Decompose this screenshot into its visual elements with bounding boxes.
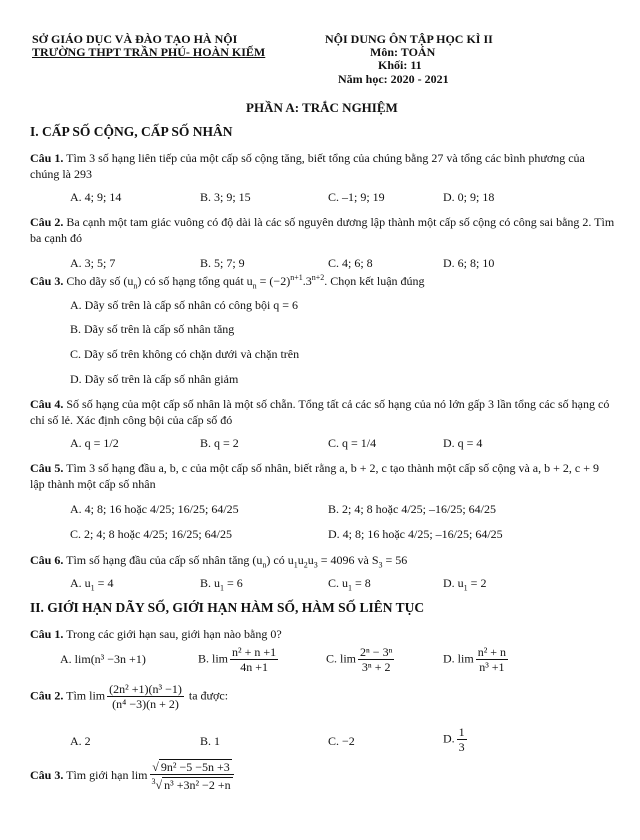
opt-label: B. u xyxy=(200,576,221,590)
fraction xyxy=(107,682,184,711)
option-c: C. 4; 6; 8 xyxy=(328,256,373,270)
option-d: D. q = 4 xyxy=(443,436,483,450)
option-b: B. 5; 7; 9 xyxy=(200,256,245,270)
question-4 xyxy=(30,396,616,428)
question-label: Câu 2. xyxy=(30,215,64,229)
option-a: A. Dãy số trên là cấp số nhân có công bội q = 6 xyxy=(70,298,299,312)
numerator: n² + n +1 xyxy=(232,645,277,659)
opt-label: A. xyxy=(60,652,72,666)
question-text: Tìm 3 số hạng liên tiếp của một cấp số cộng tăng, biết tổng của chúng bằng 27 và tổng các bình phương của chúng là 293 xyxy=(30,151,585,181)
option-b xyxy=(198,645,280,674)
opt-val: = 8 xyxy=(352,576,371,590)
q6-text-b: ) có u xyxy=(266,553,294,567)
question-label: Câu 1. xyxy=(30,151,64,165)
question-text: Trong các giới hạn sau, giới hạn nào bằng 0? xyxy=(66,627,282,641)
question-label: Câu 2. xyxy=(30,688,64,703)
lim-word: lim xyxy=(131,767,148,782)
lim-word: lim xyxy=(89,688,106,703)
option-d: D. 4; 8; 16 hoặc 4/25; –16/25; 64/25 xyxy=(328,527,503,541)
option-d: D. 0; 9; 18 xyxy=(443,190,495,204)
q3-sub: n xyxy=(252,281,257,291)
opt-label: B. xyxy=(198,651,210,666)
s2-question-1 xyxy=(30,626,616,642)
opt-sub: 1 xyxy=(90,583,95,593)
s2-question-3 xyxy=(30,760,237,792)
q6-text-e: = 4096 và S xyxy=(317,553,379,567)
q3-text-c: = (−2) xyxy=(256,274,291,288)
opt-sub: 1 xyxy=(220,583,225,593)
denominator: (n⁴ −3)(n + 2) xyxy=(112,697,179,711)
q6-sub: n xyxy=(262,560,267,570)
fraction xyxy=(457,725,467,754)
q3-sup: n+1 xyxy=(290,273,303,282)
option-d xyxy=(443,725,469,754)
q6-text-c: u xyxy=(297,553,304,567)
numerator: 2ⁿ − 3ⁿ xyxy=(360,645,393,659)
question-label: Câu 5. xyxy=(30,461,64,475)
fraction xyxy=(476,645,508,674)
opt-label: D. xyxy=(443,651,455,666)
denominator: n³ +1 xyxy=(479,660,505,674)
lim-word: lim xyxy=(457,651,474,666)
numerator: n² + n xyxy=(477,645,507,659)
q6-text-a: Tìm số hạng đầu của cấp số nhân tăng (u xyxy=(66,553,263,567)
q3-text: Tìm giới hạn xyxy=(66,767,129,782)
option-b: B. 3; 9; 15 xyxy=(200,190,251,204)
lim-word: lim xyxy=(340,651,357,666)
s2-question-2 xyxy=(30,682,228,711)
denominator: 4n +1 xyxy=(240,660,268,674)
question-text: Số số hạng của một cấp số nhân là một số chẵn. Tổng tất cả các số hạng của nó lớn gấp 3 lần tổng các số hạng có chỉ số lẻ. Xác định công bội của cấp số đó xyxy=(30,397,610,427)
numerator: √ 9n² −5 −5n +3 xyxy=(150,760,234,775)
q3-text-a: Cho dãy số (u xyxy=(66,274,134,288)
question-2 xyxy=(30,214,616,246)
denominator: 3 xyxy=(458,740,465,754)
question-3 xyxy=(30,270,616,294)
header-year: Năm học: 2020 - 2021 xyxy=(338,72,449,86)
lim-word: lim xyxy=(212,651,229,666)
q2-text-a: Tìm xyxy=(66,688,87,703)
denominator: 3ⁿ + 2 xyxy=(361,660,391,674)
option-c xyxy=(326,645,396,674)
question-1 xyxy=(30,150,616,182)
header-school: TRƯỜNG THPT TRẦN PHÚ- HOÀN KIẾM xyxy=(32,45,266,59)
opt-sub: 1 xyxy=(463,583,468,593)
option-a: A. 4; 9; 14 xyxy=(70,190,122,204)
option-b: B. 2; 4; 8 hoặc 4/25; –16/25; 64/25 xyxy=(328,502,496,516)
fraction xyxy=(150,760,235,792)
numerator: (2n² +1)(n³ −1) xyxy=(109,682,182,696)
sqrt-expr: 9n² −5 −5n +3 xyxy=(160,760,230,774)
cbrt-expr: n³ +3n² −2 +n xyxy=(164,778,231,792)
opt-expr: (n³ −3n +1) xyxy=(90,652,146,666)
option-c: C. –1; 9; 19 xyxy=(328,190,385,204)
option-b: B. q = 2 xyxy=(200,436,239,450)
opt-label: C. xyxy=(326,651,338,666)
question-label: Câu 6. xyxy=(30,553,64,567)
lim-word: lim xyxy=(74,652,91,666)
opt-sub: 1 xyxy=(348,583,353,593)
q3-sup: n+2 xyxy=(311,273,325,282)
question-label: Câu 3. xyxy=(30,274,64,288)
header-grade: Khối: 11 xyxy=(378,58,422,72)
q2-text-b: ta được: xyxy=(188,688,229,703)
q3-text-e: . Chọn kết luận đúng xyxy=(324,274,425,288)
option-d xyxy=(443,645,510,674)
option-a: A. q = 1/2 xyxy=(70,436,119,450)
q3-text-d: .3 xyxy=(302,274,312,288)
section1-title: I. CẤP SỐ CỘNG, CẤP SỐ NHÂN xyxy=(30,124,233,139)
numerator: 1 xyxy=(458,725,465,739)
header-dept: SỞ GIÁO DỤC VÀ ĐÀO TẠO HÀ NỘI xyxy=(32,32,238,46)
q6-sub: 3 xyxy=(313,560,318,570)
section2-title: II. GIỚI HẠN DÃY SỐ, GIỚI HẠN HÀM SỐ, HÀM SỐ LIÊN TỤC xyxy=(30,600,425,615)
option-b xyxy=(200,576,243,592)
option-a: A. 4; 8; 16 hoặc 4/25; 16/25; 64/25 xyxy=(70,502,239,516)
option-d: D. Dãy số trên là cấp số nhân giảm xyxy=(70,372,239,386)
option-d: D. 6; 8; 10 xyxy=(443,256,495,270)
option-c: C. 2; 4; 8 hoặc 4/25; 16/25; 64/25 xyxy=(70,527,232,541)
opt-label: D. xyxy=(443,731,455,746)
fraction xyxy=(358,645,394,674)
question-label: Câu 1. xyxy=(30,627,64,641)
option-a xyxy=(60,652,146,667)
q6-sub: 3 xyxy=(378,560,383,570)
part-a-title: PHẦN A: TRẮC NGHIỆM xyxy=(246,100,398,115)
opt-label: D. u xyxy=(443,576,464,590)
option-a xyxy=(70,576,113,592)
question-label: Câu 4. xyxy=(30,397,64,411)
q6-sub: 2 xyxy=(303,560,308,570)
opt-label: C. u xyxy=(328,576,349,590)
q6-text-f: = 56 xyxy=(382,553,408,567)
question-text: Ba cạnh một tam giác vuông có độ dài là các số nguyên dương lập thành một cấp số cộng có công sai bằng 2. Tìm ba cạnh đó xyxy=(30,215,615,245)
option-c: C. q = 1/4 xyxy=(328,436,377,450)
question-5 xyxy=(30,460,616,492)
q6-text-d: u xyxy=(307,553,314,567)
option-a: A. 2 xyxy=(70,734,91,748)
opt-val: = 4 xyxy=(94,576,114,590)
cube-index: 3 xyxy=(151,777,156,786)
opt-val: = 6 xyxy=(224,576,243,590)
header-subject: Môn: TOÁN xyxy=(370,45,436,59)
option-b: B. Dãy số trên là cấp số nhân tăng xyxy=(70,322,235,336)
opt-label: A. u xyxy=(70,576,91,590)
header-title: NỘI DUNG ÔN TẬP HỌC KÌ II xyxy=(325,32,493,46)
q6-sub: 1 xyxy=(293,560,298,570)
question-text: Tìm 3 số hạng đầu a, b, c của một cấp số nhân, biết rằng a, b + 2, c tạo thành một cấp số cộng và a, b + 2, c + 9 lập thành một cấp số nhân xyxy=(30,461,599,491)
option-c: C. Dãy số trên không có chặn dưới và chặn trên xyxy=(70,347,300,361)
option-a: A. 3; 5; 7 xyxy=(70,256,116,270)
option-d xyxy=(443,576,486,592)
question-label: Câu 3. xyxy=(30,767,64,782)
option-c xyxy=(328,576,371,592)
q3-text-b: ) có số hạng tổng quát u xyxy=(137,274,253,288)
option-b: B. 1 xyxy=(200,734,221,748)
denominator: $^3$√ n³ +3n² −2 +n xyxy=(151,777,231,792)
opt-val: = 2 xyxy=(467,576,487,590)
question-6 xyxy=(30,552,616,573)
option-c: C. −2 xyxy=(328,734,355,748)
q3-sub: n xyxy=(133,281,138,291)
fraction xyxy=(230,645,278,674)
